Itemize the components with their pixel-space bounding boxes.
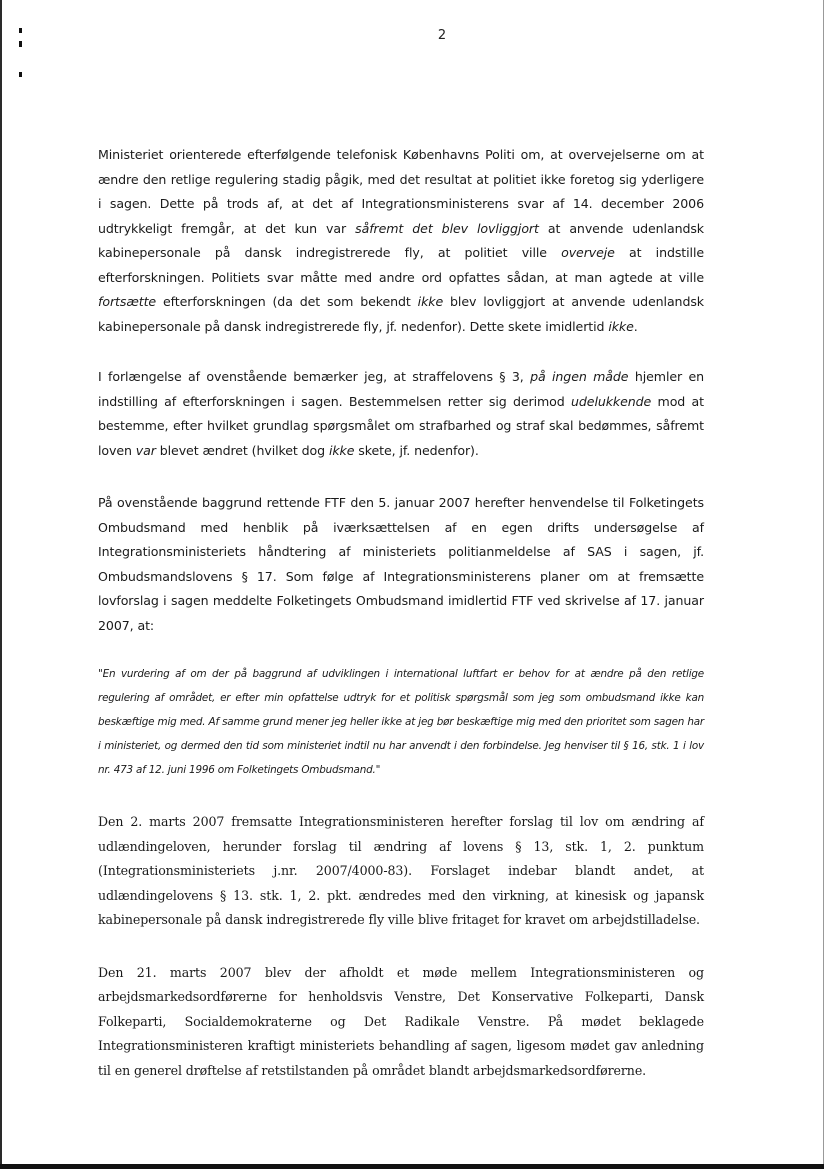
- emphasized-text: udelukkende: [571, 393, 652, 409]
- emphasized-text: såfremt det blev lovliggjort: [355, 220, 539, 236]
- text-run: .: [633, 318, 638, 334]
- text-run: På ovenstående baggrund rettende FTF den 5. januar 2007 herefter henvendelse til Folketingets Ombudsmand med henblik på iværksættelsen af en egen drifts undersøgelse af Integrationsministeriets håndtering af ministeriets politianmeldelse af SAS i sagen, jf. Ombudsmandslovens § 17. Som følge af Integrationsministerens planer om at fremsætte lovforslag i sagen meddelte Folketingets Ombudsmand imidlertid FTF ved skrivelse af 17. januar 2007, at:: [98, 495, 704, 633]
- scan-bottom-edge: [0, 1164, 824, 1169]
- emphasized-text: overveje: [561, 245, 615, 260]
- text-run: Ministeriet orienterede efterfølgende telefonisk Københavns Politi om, at overvejelserne om at ændre den retlige regulering stadig pågik, med det resultat at politiet ikke foretog sig yderligere i sagen. Dette på trods af, at det af Integrationsministerens svar af 14. december 2006 udtrykkeligt fremgår, at det kun var: [98, 147, 704, 236]
- text-run: I forlængelse af ovenstående bemærker jeg, at straffelovens § 3,: [98, 369, 531, 384]
- emphasized-text: var: [135, 442, 156, 458]
- emphasized-text: fortsætte: [98, 294, 157, 309]
- emphasized-text: ikke: [417, 294, 444, 309]
- document-body: [98, 143, 704, 1105]
- scan-left-edge: [0, 0, 2, 1169]
- text-run: hjemler en indstilling af efterforskningen i sagen. Bestemmelsen retter sig derimod: [98, 369, 704, 409]
- text-run: skete, jf. nedenfor).: [354, 442, 479, 458]
- text-run: at anvende udenlandsk kabinepersonale på dansk indregistrerede fly, at politiet ville: [98, 220, 705, 260]
- text-run: blev lovliggjort at anvende udenlandsk kabinepersonale på dansk indregistrerede fly, jf. nedenfor). Dette skete imidlertid: [98, 294, 704, 334]
- paragraph-3: [98, 491, 704, 638]
- emphasized-text: ikke: [608, 318, 634, 334]
- paragraph-2: [98, 365, 704, 463]
- page-number: 2: [437, 28, 447, 43]
- paragraph-5: Den 21. marts 2007 blev der afholdt et møde mellem Integrationsministeren og arbejdsmarkedsordførerne for henholdsvis Venstre, Det Konservative Folkeparti, Dansk Folkeparti, Socialdemokraterne og Det Radikale Venstre. På mødet beklagede Integrationsministeren kraftigt ministeriets behandling af sagen, ligesom mødet gav anledning til en generel drøftelse af retstilstanden på området blandt arbejdsmarkedsordførerne.: [98, 964, 704, 1078]
- text-run: efterforskningen (da det som bekendt: [156, 294, 418, 309]
- scan-mark: [19, 72, 22, 77]
- emphasized-text: på ingen måde: [530, 369, 629, 384]
- text-run: at indstille efterforskningen. Politiets svar måtte med andre ord opfattes sådan, at man agtede at ville: [98, 245, 704, 285]
- emphasized-text: ikke: [328, 442, 355, 458]
- paragraph-4: Den 2. marts 2007 fremsatte Integrationsministeren herefter forslag til lov om ændring af udlændingeloven, herunder forslag til ændring af lovens § 13, stk. 1, 2. punktum (Integrationsministeriets j.nr. 2007/4000-83). Forslaget indebar blandt andet, at udlændingelovens § 13. stk. 1, 2. pkt. ændredes med den virkning, at kinesisk og japansk kabinepersonale på dansk indregistrerede fly ville blive fritaget for kravet om arbejdstilladelse.: [98, 814, 704, 927]
- paragraph-1: [98, 143, 704, 339]
- text-run: blevet ændret (hvilket dog: [155, 442, 329, 458]
- text-run: mod at bestemme, efter hvilket grundlag spørgsmålet om strafbarhed og straf skal bedømmes, såfremt loven: [98, 393, 704, 458]
- ombudsman-quote: "En vurdering af om der på baggrund af udviklingen i international luftfart er behov for at ændre på den retlige regulering af området, er efter min opfattelse udtryk for et politisk spørgsmål som jeg som ombudsmand ikke kan beskæftige mig med. Af samme grund mener jeg heller ikke at jeg bør beskæftige mig med den prioritet som sagen har i ministeriet, og dermed den tid som ministeriet indtil nu har anvendt i den forbindelse. Jeg henviser til § 16, stk. 1 i lov nr. 473 af 12. juni 1996 om Folketingets Ombudsmand.": [98, 668, 704, 776]
